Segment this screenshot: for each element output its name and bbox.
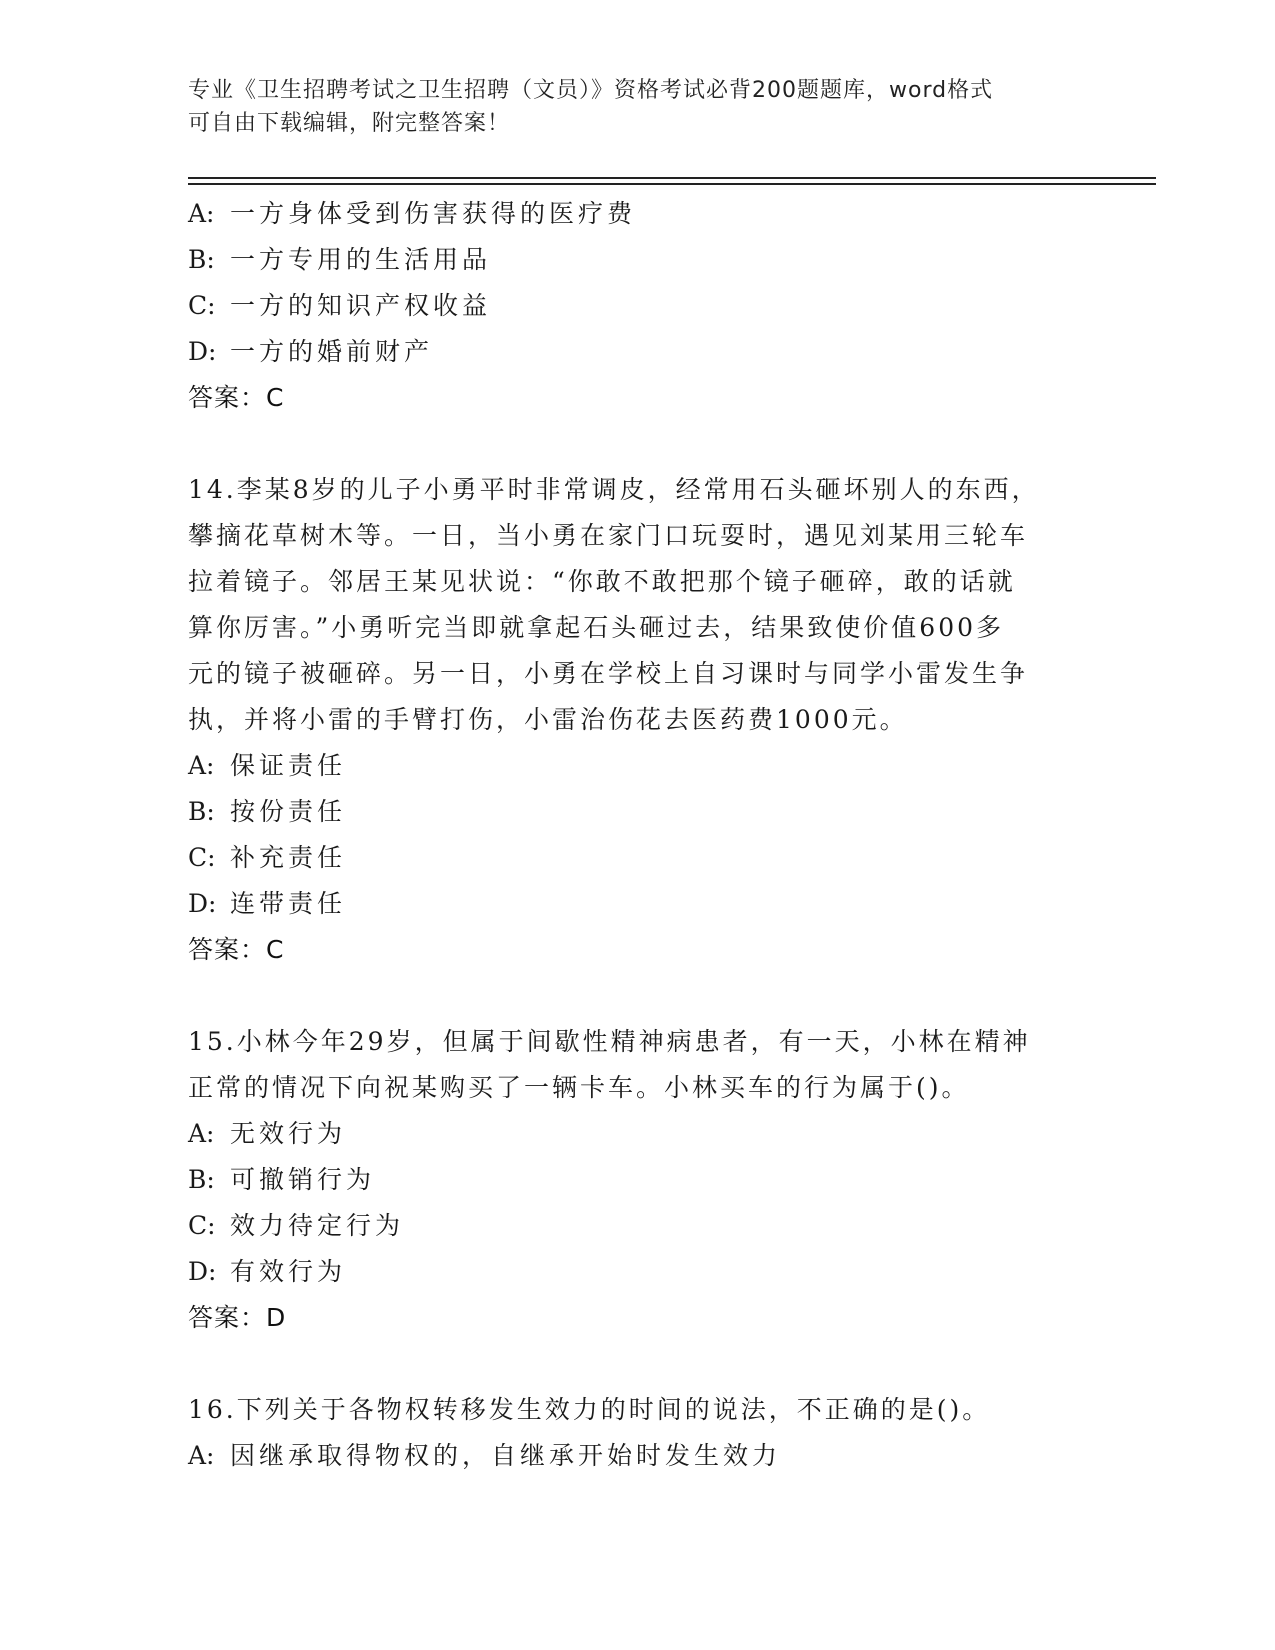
header-line-2: 可自由下载编辑，附完整答案！ — [188, 111, 511, 136]
option-b — [188, 1157, 1068, 1203]
option-text: 可撤销行为 — [230, 1165, 376, 1194]
question-16 — [188, 1387, 1068, 1479]
answer-line: 答案：C — [188, 935, 285, 964]
answer-line: 答案：C — [188, 383, 285, 412]
option-letter: C: — [188, 1211, 216, 1240]
option-c — [188, 283, 1068, 329]
document-header — [188, 74, 1088, 140]
option-text: 保证责任 — [230, 751, 347, 780]
option-b — [188, 237, 1068, 283]
option-a — [188, 743, 1068, 789]
option-text: 连带责任 — [230, 889, 347, 918]
header-divider-top — [188, 177, 1156, 179]
option-b — [188, 789, 1068, 835]
option-text: 无效行为 — [230, 1119, 347, 1148]
question-15 — [188, 1019, 1068, 1341]
option-text: 一方身体受到伤害获得的医疗费 — [230, 199, 637, 228]
option-text: 一方的婚前财产 — [230, 337, 434, 366]
option-letter: A: — [188, 1441, 215, 1470]
option-letter: A: — [188, 1119, 215, 1148]
option-letter: A: — [188, 751, 215, 780]
option-text: 按份责任 — [230, 797, 347, 826]
option-a — [188, 1111, 1068, 1157]
spacer — [188, 421, 1068, 467]
option-c — [188, 1203, 1068, 1249]
header-line-1: 专业《卫生招聘考试之卫生招聘（文员）》资格考试必背200题题库，word格式 — [188, 78, 994, 103]
question-text-line: 攀摘花草树木等。一日，当小勇在家门口玩耍时，遇见刘某用三轮车 — [188, 521, 1029, 550]
question-text-line: 正常的情况下向祝某购买了一辆卡车。小林买车的行为属于()。 — [188, 1073, 970, 1102]
option-d — [188, 881, 1068, 927]
option-letter: A: — [188, 199, 215, 228]
question-14 — [188, 467, 1068, 973]
option-letter: B: — [188, 1165, 215, 1194]
answer-line: 答案：D — [188, 1303, 287, 1332]
option-d — [188, 329, 1068, 375]
option-d — [188, 1249, 1068, 1295]
option-text: 一方专用的生活用品 — [230, 245, 492, 274]
option-text: 效力待定行为 — [230, 1211, 405, 1240]
option-a — [188, 191, 1068, 237]
header-divider-bottom — [188, 183, 1156, 185]
question-text-line: 15.小林今年29岁，但属于间歇性精神病患者，有一天，小林在精神 — [188, 1027, 1031, 1056]
option-text: 有效行为 — [230, 1257, 347, 1286]
question-text-line: 算你厉害。”小勇听完当即就拿起石头砸过去，结果致使价值600多 — [188, 613, 1005, 642]
option-text: 补充责任 — [230, 843, 347, 872]
option-letter: B: — [188, 797, 215, 826]
option-letter: D: — [188, 1257, 217, 1286]
option-letter: C: — [188, 291, 216, 320]
option-text: 一方的知识产权收益 — [230, 291, 492, 320]
question-text-line: 14.李某8岁的儿子小勇平时非常调皮，经常用石头砸坏别人的东西， — [188, 475, 1040, 504]
question-13 — [188, 191, 1068, 421]
option-c — [188, 835, 1068, 881]
question-text-line: 元的镜子被砸碎。另一日，小勇在学校上自习课时与同学小雷发生争 — [188, 659, 1029, 688]
option-letter: D: — [188, 337, 217, 366]
spacer — [188, 1341, 1068, 1387]
option-a — [188, 1433, 1068, 1479]
question-content — [188, 191, 1068, 1479]
option-text: 因继承取得物权的，自继承开始时发生效力 — [230, 1441, 782, 1470]
option-letter: B: — [188, 245, 215, 274]
option-letter: D: — [188, 889, 217, 918]
option-letter: C: — [188, 843, 216, 872]
question-text-line: 拉着镜子。邻居王某见状说：“你敢不敢把那个镜子砸碎，敢的话就 — [188, 567, 1016, 596]
spacer — [188, 973, 1068, 1019]
question-text-line: 16.下列关于各物权转移发生效力的时间的说法，不正确的是()。 — [188, 1395, 991, 1424]
question-text-line: 执，并将小雷的手臂打伤，小雷治伤花去医药费1000元。 — [188, 705, 908, 734]
